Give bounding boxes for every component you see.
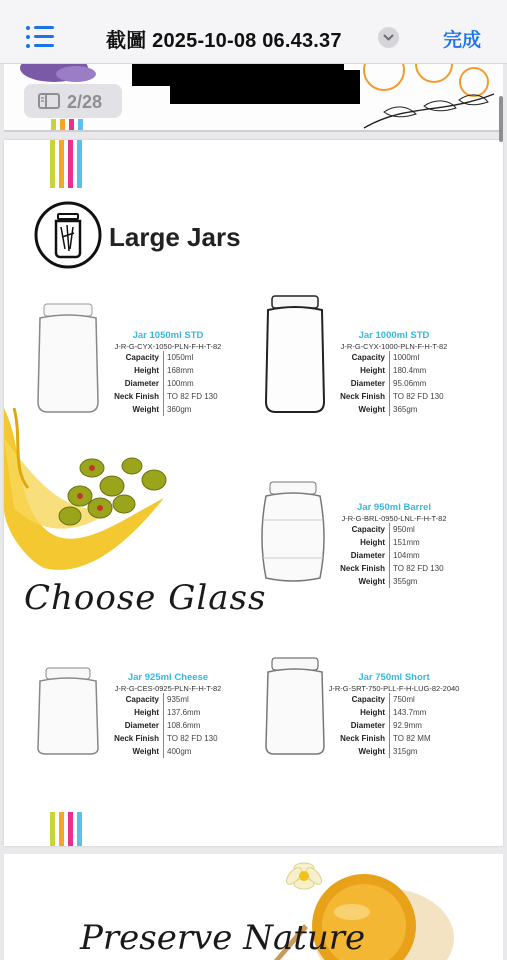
screenshot-title[interactable]: 截圖 2025-10-08 06.43.37 (106, 30, 342, 52)
spec-value: TO 82 FD 130 (163, 390, 218, 403)
spec-value: 1000ml (389, 351, 419, 364)
product-name: Jar 750ml Short (358, 672, 430, 683)
top-bar (0, 0, 507, 64)
spec-label: Capacity (125, 353, 159, 362)
spec-value: 750ml (389, 693, 415, 706)
spec-label: Height (360, 366, 385, 375)
next-page[interactable] (4, 854, 503, 960)
spec-jar-925 (73, 672, 263, 758)
spec-value: 151mm (389, 536, 420, 549)
spec-value: 108.6mm (163, 719, 200, 732)
spec-label: Capacity (351, 353, 385, 362)
spec-jar-1050 (73, 330, 263, 416)
spec-value: TO 82 MM (389, 732, 431, 745)
scrollbar[interactable] (499, 96, 503, 142)
spec-value: TO 82 FD 130 (389, 562, 444, 575)
spec-value: 360gm (163, 403, 191, 416)
spec-label: Height (360, 538, 385, 547)
list-icon[interactable] (26, 26, 54, 48)
spec-value: 355gm (389, 575, 417, 588)
product-name: Jar 925ml Cheese (127, 672, 209, 683)
spec-label: Neck Finish (114, 734, 159, 743)
spec-label: Weight (358, 577, 385, 586)
spec-label: Diameter (350, 379, 385, 388)
spec-label: Neck Finish (340, 734, 385, 743)
page-counter-text: 2/28 (67, 92, 103, 112)
spec-label: Neck Finish (340, 392, 385, 401)
spec-label: Weight (358, 747, 385, 756)
spec-label: Capacity (351, 695, 385, 704)
spec-label: Neck Finish (114, 392, 159, 401)
script-tagline: Choose Glass (24, 578, 267, 618)
spec-label: Weight (358, 405, 385, 414)
spec-value: 104mm (389, 549, 420, 562)
spec-jar-950 (299, 502, 489, 588)
catalog-page (4, 140, 503, 846)
color-stripes (50, 140, 84, 188)
product-code: J-R-G-BRL-0950-LNL-F-H-T-82 (341, 514, 447, 523)
spec-value: 1050ml (163, 351, 193, 364)
spec-value: 95.06mm (389, 377, 426, 390)
spec-label: Height (134, 708, 159, 717)
spec-value: TO 82 FD 130 (389, 390, 444, 403)
spec-value: 950ml (389, 523, 415, 536)
spec-value: 315gm (389, 745, 417, 758)
product-name: Jar 1050ml STD (132, 330, 204, 341)
spec-label: Diameter (124, 379, 159, 388)
section-heading: Large Jars (109, 222, 241, 252)
product-code: J-R-G-CES-0925-PLN-F-H-T-82 (114, 684, 222, 693)
spec-label: Neck Finish (340, 564, 385, 573)
spec-jar-750 (299, 672, 489, 758)
spec-label: Capacity (351, 525, 385, 534)
product-code: J-R-G-SRT-750-PLL-F-H-LUG-82-2040 (328, 684, 460, 693)
product-name: Jar 950ml Barrel (357, 502, 431, 513)
spec-value: 365gm (389, 403, 417, 416)
spec-value: TO 82 FD 130 (163, 732, 218, 745)
page-counter[interactable] (24, 84, 122, 118)
spec-label: Height (360, 708, 385, 717)
jar-logo-icon (34, 201, 102, 269)
spec-label: Capacity (125, 695, 159, 704)
color-stripes-bottom (50, 812, 84, 846)
spec-value: 168mm (163, 364, 194, 377)
spec-value: 935ml (163, 693, 189, 706)
spec-label: Weight (132, 405, 159, 414)
product-code: J-R-G-CYX-1050-PLN-F-H-T-82 (114, 342, 222, 351)
spec-label: Diameter (350, 551, 385, 560)
page-icon (38, 93, 60, 109)
spec-jar-1000 (299, 330, 489, 416)
spec-value: 92.9mm (389, 719, 422, 732)
spec-value: 180.4mm (389, 364, 426, 377)
product-code: J-R-G-CYX-1000-PLN-F-H-T-82 (340, 342, 448, 351)
spec-value: 143.7mm (389, 706, 426, 719)
spec-value: 100mm (163, 377, 194, 390)
spec-label: Diameter (350, 721, 385, 730)
done-button[interactable]: 完成 (443, 30, 482, 51)
script-tagline-next: Preserve Nature (80, 918, 366, 958)
spec-label: Height (134, 366, 159, 375)
product-name: Jar 1000ml STD (358, 330, 430, 341)
spec-value: 137.6mm (163, 706, 200, 719)
chevron-down-icon[interactable] (378, 27, 399, 48)
spec-label: Weight (132, 747, 159, 756)
spec-label: Diameter (124, 721, 159, 730)
spec-value: 400gm (163, 745, 191, 758)
